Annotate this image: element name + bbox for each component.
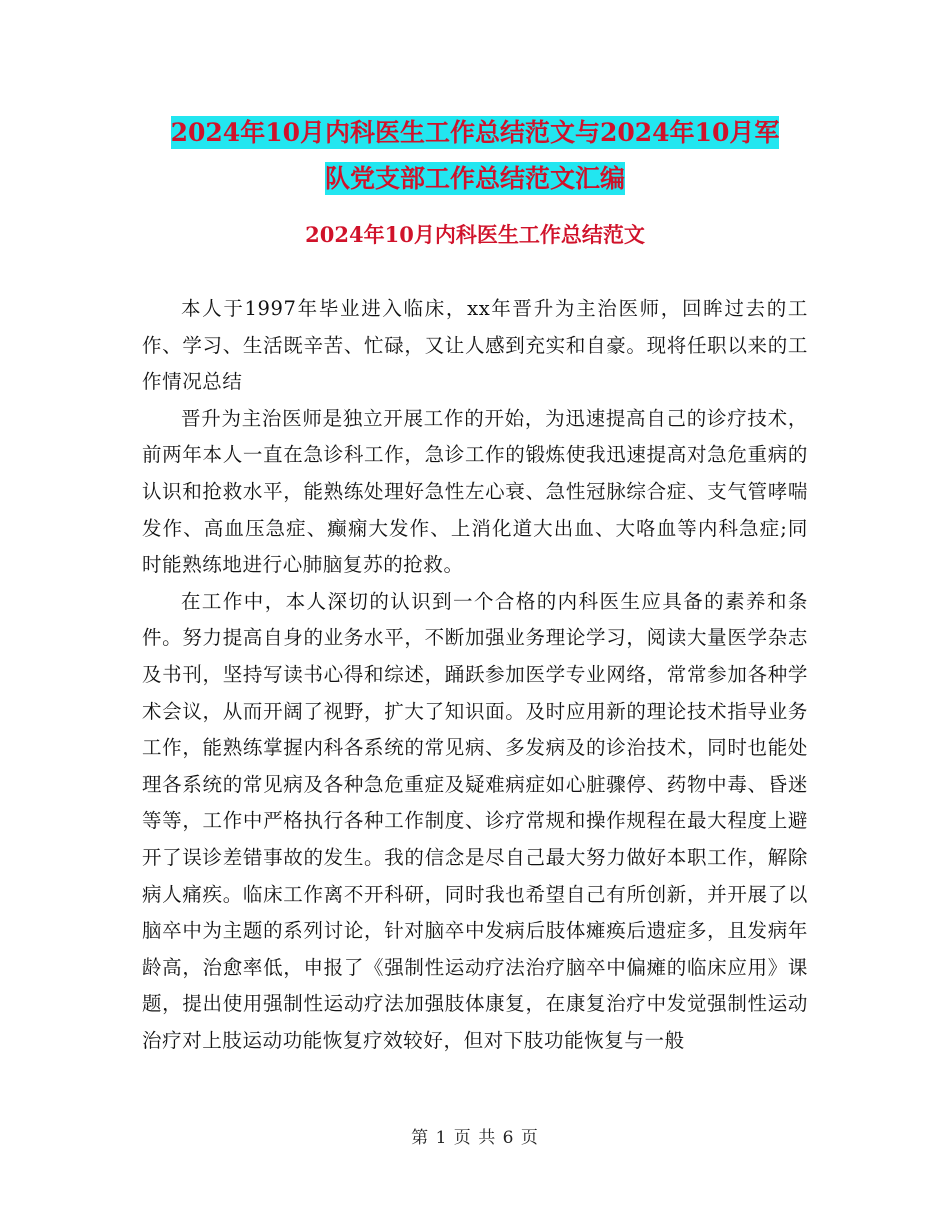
document-body [142,291,808,1059]
main-title-line-2: 队党支部工作总结范文汇编 [324,164,625,193]
paragraph-2: 晋升为主治医师是独立开展工作的开始，为迅速提高自己的诊疗技术，前两年本人一直在急诊科工作，急诊工作的锻炼使我迅速提高对急危重病的认识和抢救水平，能熟练处理好急性左心衰、急性冠脉综合症、支气管哮喘发作、高血压急症、癫痫大发作、上消化道大出血、大咯血等内科急症;同时能熟练地进行心肺脑复苏的抢救。 [142,406,808,577]
document-main-title [130,110,820,202]
paragraph-3: 在工作中，本人深切的认识到一个合格的内科医生应具备的素养和条件。努力提高自身的业务水平，不断加强业务理论学习，阅读大量医学杂志及书刊，坚持写读书心得和综述，踊跃参加医学专业网络，常常参加各种学术会议，从而开阔了视野，扩大了知识面。及时应用新的理论技术指导业务工作，能熟练掌握内科各系统的常见病、多发病及的诊治技术，同时也能处理各系统的常见病及各种急危重症及疑难病症如心脏骤停、药物中毒、昏迷等等，工作中严格执行各种工作制度、诊疗常规和操作规程在最大程度上避开了误诊差错事故的发生。我的信念是尽自己最大努力做好本职工作，解除病人痛疾。临床工作离不开科研，同时我也希望自己有所创新，并开展了以脑卒中为主题的系列讨论，针对脑卒中发病后肢体瘫痪后遗症多，且发病年龄高，治愈率低，申报了《强制性运动疗法治疗脑卒中偏瘫的临床应用》课题，提出使用强制性运动疗法加强肢体康复，在康复治疗中发觉强制性运动治疗对上肢运动功能恢复疗效较好，但对下肢功能恢复与一般 [142,589,808,1052]
main-title-line-1: 2024年10月内科医生工作总结范文与2024年10月军 [170,118,780,147]
page-footer: 第 1 页 共 6 页 [411,1128,539,1148]
paragraph-1: 本人于1997年毕业进入临床，xx年晋升为主治医师，回眸过去的工作、学习、生活既辛苦、忙碌，又让人感到充实和自豪。现将任职以来的工作情况总结 [142,297,808,394]
section-title: 2024年10月内科医生工作总结范文 [305,222,645,247]
